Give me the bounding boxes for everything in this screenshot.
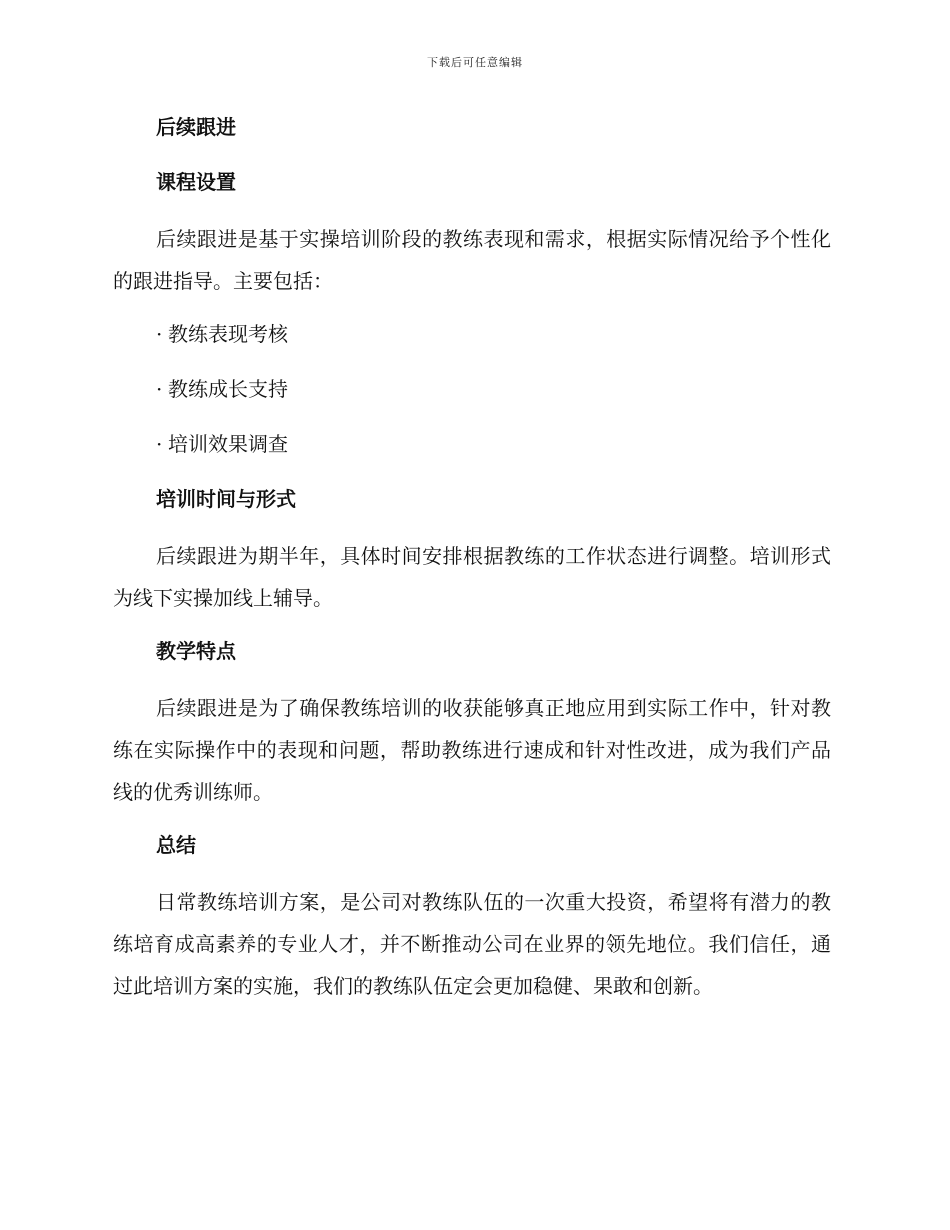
bullet-dot-icon: · <box>156 432 163 456</box>
document-content <box>113 108 831 1020</box>
bullet-text: 教练表现考核 <box>168 322 288 346</box>
bullet-dot-icon: · <box>156 377 163 401</box>
paragraph-course-setup: 后续跟进是基于实操培训阶段的教练表现和需求，根据实际情况给予个性化的跟进指导。主要包括： <box>113 227 831 293</box>
bullet-dot-icon: · <box>156 322 163 346</box>
paragraph-time-format: 后续跟进为期半年，具体时间安排根据教练的工作状态进行调整。培训形式为线下实操加线上辅导。 <box>113 544 831 610</box>
page-header: 下载后可任意编辑 <box>427 56 523 69</box>
section-heading-teaching-features: 教学特点 <box>156 639 236 663</box>
bullet-item <box>113 370 831 408</box>
paragraph-teaching-features: 后续跟进是为了确保教练培训的收获能够真正地应用到实际工作中，针对教练在实际操作中的表现和问题，帮助教练进行速成和针对性改进，成为我们产品线的优秀训练师。 <box>113 696 831 804</box>
section-heading-time-format: 培训时间与形式 <box>156 487 296 511</box>
bullet-item <box>113 315 831 353</box>
section-heading-follow-up: 后续跟进 <box>156 115 236 139</box>
section-heading-summary: 总结 <box>156 833 196 857</box>
bullet-item <box>113 425 831 463</box>
bullet-text: 培训效果调查 <box>168 432 288 456</box>
paragraph-summary: 日常教练培训方案，是公司对教练队伍的一次重大投资，希望将有潜力的教练培育成高素养的专业人才，并不断推动公司在业界的领先地位。我们信任，通过此培训方案的实施，我们的教练队伍定会更加稳健、果敢和创新。 <box>113 890 831 998</box>
section-heading-course-setup: 课程设置 <box>156 170 236 194</box>
bullet-text: 教练成长支持 <box>168 377 288 401</box>
